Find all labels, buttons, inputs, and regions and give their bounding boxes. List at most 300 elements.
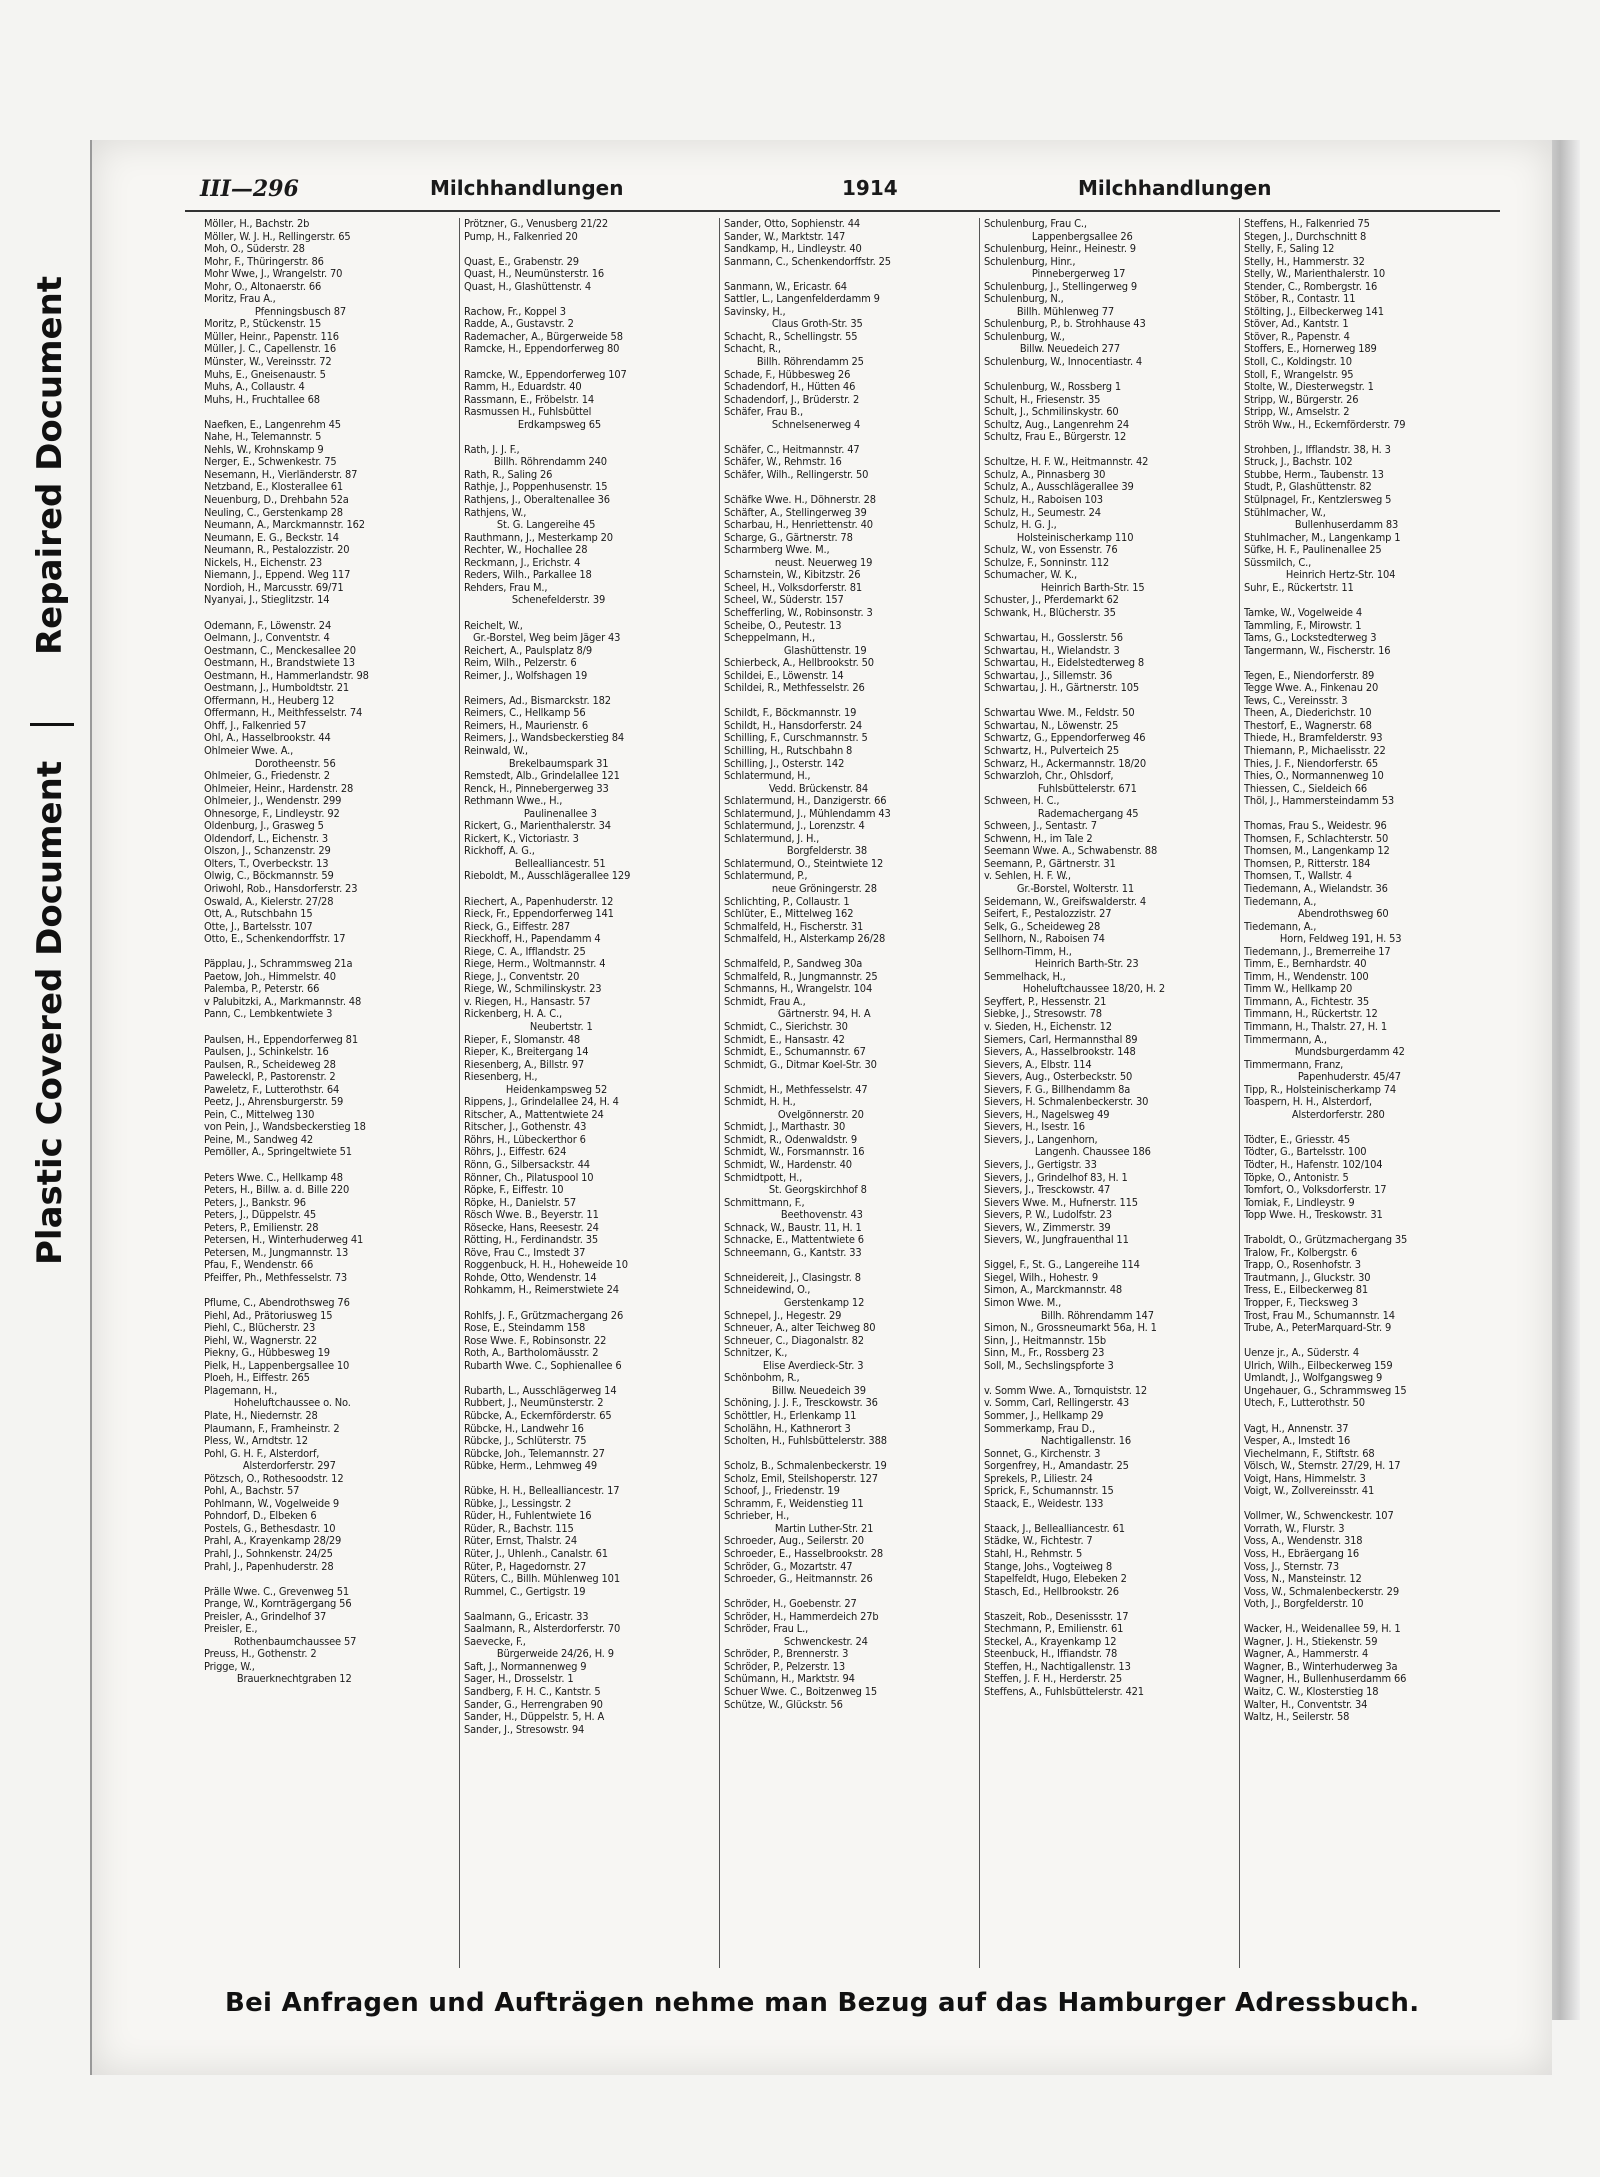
directory-entry: Stapelfeldt, Hugo, Elebeken 2 [984,1573,1127,1586]
directory-entry: Rathjens, W., [464,506,527,519]
directory-entry: Thomsen, M., Langenkamp 12 [1244,845,1390,858]
directory-entry: Paulsen, R., Scheideweg 28 [204,1058,336,1071]
directory-entry: Saevecke, F., [464,1635,526,1648]
directory-entry: Sievers Wwe. M., Hufnerstr. 115 [984,1196,1138,1209]
directory-entry: Heinrich Hertz-Str. 104 [1244,569,1396,582]
directory-entry: Bürgerweide 24/26, H. 9 [464,1648,614,1661]
directory-entry: Staszeit, Rob., Desenissstr. 17 [984,1610,1129,1623]
directory-entry: Sprekels, P., Liliestr. 24 [984,1472,1093,1485]
directory-entry: Schöttler, H., Erlenkamp 11 [724,1409,857,1422]
directory-entry: Seemann Wwe. A., Schwabenstr. 88 [984,845,1158,858]
directory-entry: Prahl, J., Sohnkenstr. 24/25 [204,1547,333,1560]
directory-entry: Rüters, C., Billh. Mühlenweg 101 [464,1573,620,1586]
directory-entry: Sinn, M., Fr., Rossberg 23 [984,1347,1105,1360]
directory-entry: Oelmann, J., Conventstr. 4 [204,632,330,645]
directory-entry: Papenhuderstr. 45/47 [1244,1071,1401,1084]
directory-entry: Heinrich Barth-Str. 15 [984,581,1145,594]
directory-entry: Ritscher, J., Gothenstr. 43 [464,1121,587,1134]
directory-entry: Rösecke, Hans, Reesestr. 24 [464,1221,599,1234]
directory-entry [1244,1222,1496,1235]
directory-entry: Plaumann, F., Framheinstr. 2 [204,1422,340,1435]
directory-entry: Rose, E., Steindamm 158 [464,1322,586,1335]
directory-entry: Olwig, C., Böckmannstr. 59 [204,870,334,883]
directory-entry: Stoffers, E., Hornerweg 189 [1244,343,1377,356]
directory-entry: Schnacke, E., Mattentwiete 6 [724,1234,864,1247]
directory-entry: Schrieber, H., [724,1510,790,1523]
directory-entry: Sandkamp, H., Lindleystr. 40 [724,243,862,256]
directory-entry: Oestmann, J., Humboldtstr. 21 [204,682,350,695]
directory-entry [1244,1121,1496,1134]
directory-entry: Reichert, A., Paulsplatz 8/9 [464,644,593,657]
directory-entry: Stöver, R., Papenstr. 4 [1244,330,1350,343]
directory-entry: Ramcke, W., Eppendorferweg 107 [464,368,627,381]
directory-entry: Schwartau, N., Löwenstr. 25 [984,719,1119,732]
directory-entry: Timm, H., Wendenstr. 100 [1244,970,1369,983]
directory-entry: Piehl, Ad., Prätoriusweg 15 [204,1309,333,1322]
directory-entry: Stelly, F., Saling 12 [1244,243,1335,256]
directory-entry [464,1297,715,1310]
directory-entry: Billh. Röhrendamm 25 [724,356,864,369]
directory-entry: Muhs, H., Fruchtallee 68 [204,393,320,406]
directory-entry: v. Sieden, H., Eichenstr. 12 [984,1021,1112,1033]
directory-entry: Rubbert, J., Neumünsterstr. 2 [464,1397,604,1410]
directory-entry: Rüter, J., Uhlenh., Canalstr. 61 [464,1547,608,1560]
directory-entry: Rönn, G., Silbersackstr. 44 [464,1159,590,1172]
directory-entry: Tomfort, O., Volksdorferstr. 17 [1244,1184,1387,1197]
directory-entry: v. Somm Wwe. A., Tornquiststr. 12 [984,1384,1148,1397]
directory-entry: Scheel, W., Süderstr. 157 [724,594,844,607]
directory-entry: Offermann, H., Heuberg 12 [204,694,335,707]
directory-entry [204,1573,455,1586]
directory-entry: Rathje, J., Poppenhusenstr. 15 [464,481,608,494]
directory-entry: Remstedt, Alb., Grindelallee 121 [464,770,620,783]
running-header [110,176,1490,210]
directory-entry: Topp Wwe. H., Treskowstr. 31 [1244,1209,1383,1222]
directory-entry: Reim, Wilh., Pelzerstr. 6 [464,657,577,670]
directory-entry: Schäfter, A., Stellingerweg 39 [724,506,867,519]
directory-entry: Thiessen, C., Sieldeich 66 [1244,782,1368,795]
directory-entry: Pfau, F., Wendenstr. 66 [204,1259,314,1272]
directory-entry: Sievers, H., Nagelsweg 49 [984,1108,1110,1121]
directory-entry: Rieckhoff, H., Papendamm 4 [464,933,601,946]
directory-entry [204,1284,455,1297]
directory-entry: Ramm, H., Eduardstr. 40 [464,381,582,394]
directory-entry: Schmalfeld, R., Jungmannstr. 25 [724,970,878,983]
directory-entry: Selk, G., Scheideweg 28 [984,920,1101,933]
directory-entry: Preuss, H., Gothenstr. 2 [204,1648,317,1661]
directory-entry: Trapp, O., Rosenhofstr. 3 [1244,1259,1361,1272]
directory-entry: Tralow, Fr., Kolbergstr. 6 [1244,1246,1358,1259]
directory-entry [464,883,715,896]
directory-entry: Schmalfeld, H., Alsterkamp 26/28 [724,933,886,946]
directory-entry: Schilling, F., Curschmannstr. 5 [724,732,868,745]
directory-entry: Schoof, J., Friedenstr. 19 [724,1485,840,1498]
directory-entry: Stelly, H., Hammerstr. 32 [1244,255,1365,268]
directory-entry: Rieck, G., Eiffestr. 287 [464,920,570,933]
directory-entry: Rieper, K., Breitergang 14 [464,1046,589,1059]
directory-entry: Staack, E., Weidestr. 133 [984,1497,1104,1510]
directory-entry: Siemers, Carl, Hermannsthal 89 [984,1033,1138,1046]
directory-entry: Odemann, F., Löwenstr. 24 [204,619,332,632]
directory-entry [1244,657,1496,670]
directory-entry: Sander, H., Düppelstr. 5, H. A [464,1711,605,1724]
directory-entry: Schlatermund, P., [724,870,808,883]
directory-entry: Seifert, F., Pestalozzistr. 27 [984,908,1112,921]
directory-entry: Billh. Röhrendamm 147 [984,1309,1154,1322]
directory-entry: Tiedemann, A., [1244,920,1317,933]
directory-entry [204,1159,455,1172]
directory-entry: Tödter, G., Bartelsstr. 100 [1244,1146,1367,1159]
directory-entry: Schneidereit, J., Clasingstr. 8 [724,1271,861,1284]
directory-entry: Rüder, R., Bachstr. 115 [464,1522,574,1535]
directory-entry: Schneidewind, O., [724,1284,811,1297]
directory-entry: St. G. Langereihe 45 [464,519,596,532]
directory-entry: Schulenburg, Hinr., [984,255,1076,268]
page-number: III—296 [200,176,299,202]
header-right-title: Milchhandlungen [1078,176,1272,200]
directory-entry: Theen, A., Diederichstr. 10 [1244,707,1372,720]
directory-columns [200,218,1500,1968]
directory-entry: Thomas, Frau S., Weidestr. 96 [1244,820,1387,833]
directory-entry: Sievers, J., Gertigstr. 33 [984,1159,1097,1172]
directory-entry: Schildt, H., Hansdorferstr. 24 [724,719,863,732]
directory-entry: Neubertstr. 1 [464,1021,593,1033]
directory-entry: Rieck, Fr., Eppendorferweg 141 [464,908,614,921]
directory-entry: Seidemann, W., Greifswalderstr. 4 [984,895,1147,908]
directory-entry: Schmidt, R., Odenwaldstr. 9 [724,1133,857,1146]
directory-entry: Rechter, W., Hochallee 28 [464,544,588,557]
directory-entry: Scheppelmann, H., [724,632,816,645]
directory-entry: Piehl, W., Wagnerstr. 22 [204,1334,318,1347]
directory-entry: Reimers, C., Hellkamp 56 [464,707,586,720]
directory-entry: Tegge Wwe. A., Finkenau 20 [1244,682,1379,695]
directory-entry: Schnepel, J., Hegestr. 29 [724,1309,842,1322]
directory-entry: Quast, H., Glashüttenstr. 4 [464,280,592,293]
directory-entry: Schneuer, C., Diagonalstr. 82 [724,1334,864,1347]
directory-entry: Heidenkampsweg 52 [464,1083,608,1096]
directory-entry: Prigge, W., [204,1660,255,1673]
directory-entry: Prälle Wwe. C., Grevenweg 51 [204,1585,350,1598]
directory-entry: Schuer Wwe. C., Boitzenweg 15 [724,1685,878,1698]
directory-entry: Schulenburg, N., [984,293,1064,306]
directory-entry: Peters Wwe. C., Hellkamp 48 [204,1171,343,1184]
directory-entry: Stuhlmacher, M., Langenkamp 1 [1244,531,1401,544]
directory-entry: Paulsen, J., Schinkelstr. 16 [204,1046,329,1059]
directory-entry: Peetz, J., Ahrensburgerstr. 59 [204,1096,344,1109]
directory-entry: Rickhoff, A. G., [464,845,535,858]
directory-entry: Pemöller, A., Springeltwiete 51 [204,1146,352,1159]
directory-entry: Rohde, Otto, Wendenstr. 14 [464,1271,597,1284]
directory-entry: Rath, J. J. F., [464,443,520,456]
directory-entry: Siebke, J., Stresowstr. 78 [984,1008,1102,1021]
directory-entry: Savinsky, H., [724,305,786,318]
directory-entry: Wagner, J. H., Stiekenstr. 59 [1244,1635,1378,1648]
directory-entry: Schmidt, J., Marthastr. 30 [724,1121,846,1134]
directory-entry: Stelly, W., Marienthalerstr. 10 [1244,268,1386,281]
directory-entry: Röhrs, J., Eiffestr. 624 [464,1146,567,1159]
directory-entry: Nahe, H., Telemannstr. 5 [204,431,322,444]
directory-entry: Stoll, C., Koldingstr. 10 [1244,356,1352,369]
directory-entry: Schildt, F., Böckmannstr. 19 [724,707,857,720]
directory-entry: Alsterdorferstr. 297 [204,1460,336,1473]
directory-entry: Rauthmann, J., Mesterkamp 20 [464,531,613,544]
directory-entry: Riege, C. A., Ifflandstr. 25 [464,945,586,958]
directory-entry: Schuster, J., Pferdemarkt 62 [984,594,1119,607]
directory-entry: Timm, E., Bernhardstr. 40 [1244,958,1367,971]
directory-entry: Moritz, Frau A., [204,293,276,306]
directory-entry: Paweletz, F., Lutterothstr. 64 [204,1083,340,1096]
directory-entry: Paweleckl, P., Pastorenstr. 2 [204,1071,336,1084]
directory-entry: Rüder, H., Fuhlentwiete 16 [464,1510,592,1523]
directory-entry: Schmittmann, F., [724,1196,805,1209]
directory-entry: Rasmussen H., Fuhlsbüttel [464,406,592,419]
header-rule [185,210,1500,212]
directory-entry: Dorotheenstr. 56 [204,757,336,770]
directory-entry: Tams, G., Lockstedterweg 3 [1244,632,1377,645]
directory-entry: Ulrich, Wilh., Eilbeckerweg 159 [1244,1359,1393,1372]
directory-entry: Pfenningsbusch 87 [204,305,347,318]
directory-entry: Rummel, C., Gertigstr. 19 [464,1585,586,1598]
directory-entry: Walter, H., Conventstr. 34 [1244,1698,1368,1711]
directory-entry: Schilling, J., Osterstr. 142 [724,757,845,770]
directory-entry: Oriwohl, Rob., Hansdorferstr. 23 [204,882,358,895]
directory-entry: Stasch, Ed., Hellbrookstr. 26 [984,1585,1119,1598]
directory-entry: Sievers, J., Grindelhof 83, H. 1 [984,1171,1128,1184]
directory-entry: v. Somm, Carl, Rellingerstr. 43 [984,1397,1130,1410]
directory-entry: Abendrothsweg 60 [1244,908,1389,921]
directory-entry: Schwartau, H., Eidelstedterweg 8 [984,657,1145,670]
directory-entry: Rohlfs, J. F., Grützmachergang 26 [464,1309,624,1322]
directory-entry: Schumacher, W. K., [984,569,1078,582]
directory-entry: Riege, W., Schmilinskystr. 23 [464,983,602,996]
directory-entry: Stolte, W., Diesterwegstr. 1 [1244,381,1374,394]
directory-entry: Utech, F., Lutterothstr. 50 [1244,1397,1365,1410]
directory-entry [464,682,715,695]
directory-entry: Reimers, J., Wandsbeckerstieg 84 [464,732,625,745]
directory-entry: Möller, W. J. H., Rellingerstr. 65 [204,230,351,243]
directory-entry: Sellhorn-Timm, H., [984,945,1072,958]
directory-entry: Müller, Heinr., Papenstr. 116 [204,330,339,343]
directory-entry: Reichelt, W., [464,619,523,632]
directory-entry [1244,1498,1496,1511]
directory-entry: Stöver, Ad., Kantstr. 1 [1244,318,1349,331]
directory-entry: Stechmann, P., Emilienstr. 61 [984,1623,1124,1636]
directory-entry: Schwartz, G., Eppendorferweg 46 [984,732,1146,745]
directory-entry [464,607,715,620]
directory-entry: Voigt, W., Zollvereinsstr. 41 [1244,1485,1375,1498]
directory-entry: Prötzner, G., Venusberg 21/22 [464,218,609,230]
directory-entry: Studt, P., Glashüttenstr. 82 [1244,481,1372,494]
directory-entry: Voss, J., Sternstr. 73 [1244,1560,1339,1573]
directory-entry: Rieper, F., Slomanstr. 48 [464,1033,581,1046]
directory-entry: Schulenburg, W., Innocentiastr. 4 [984,356,1143,369]
directory-entry: Ott, A., Rutschbahn 15 [204,908,313,921]
directory-entry: Langenh. Chaussee 186 [984,1146,1151,1159]
directory-entry [204,406,455,419]
directory-entry [1244,594,1496,607]
directory-entry [464,243,715,256]
directory-entry: Pötzsch, O., Rothesoodstr. 12 [204,1472,344,1485]
directory-entry: Schultze, H. F. W., Heitmannstr. 42 [984,456,1149,469]
directory-entry: Reimers, H., Maurienstr. 6 [464,719,588,732]
directory-entry: Schwartau, J., Sillemstr. 36 [984,669,1113,682]
directory-entry: Schäfer, Wilh., Rellingerstr. 50 [724,468,869,481]
directory-entry: Peters, H., Billw. a. d. Bille 220 [204,1184,350,1197]
directory-entry: Rubarth Wwe. C., Sophienallee 6 [464,1359,622,1372]
directory-entry: Prahl, J., Papenhuderstr. 28 [204,1560,334,1573]
directory-entry: Sander, Otto, Sophienstr. 44 [724,218,861,230]
directory-entry: Scharmberg Wwe. M., [724,544,830,557]
directory-entry: Bullenhuserdamm 83 [1244,519,1399,532]
directory-entry: Simon, A., Marckmannstr. 48 [984,1284,1123,1297]
directory-entry: Beethovenstr. 43 [724,1209,863,1222]
directory-entry: Piehl, C., Blücherstr. 23 [204,1322,316,1335]
directory-entry [724,946,975,959]
directory-entry: Riesenberg, A., Billstr. 97 [464,1058,585,1071]
directory-entry: Sandberg, F. H. C., Kantstr. 5 [464,1685,601,1698]
directory-entry: Tiedemann, J., Bremerreihe 17 [1244,945,1391,958]
directory-entry: Päpplau, J., Schrammsweg 21a [204,958,353,971]
directory-entry: Vollmer, W., Schwenckestr. 107 [1244,1510,1394,1523]
directory-entry: Rehders, Frau M., [464,581,548,594]
directory-entry: Stöber, R., Contastr. 11 [1244,293,1356,306]
directory-column-3 [720,218,980,1968]
directory-entry [984,1372,1235,1385]
directory-entry: Reckmann, J., Erichstr. 4 [464,556,581,569]
directory-entry: Rüter, Ernst, Thalstr. 24 [464,1535,578,1548]
directory-entry: Schlatermund, J. H., [724,832,820,845]
directory-entry: Schramm, F., Weidenstieg 11 [724,1497,864,1510]
directory-entry: Ohff, J., Falkenried 57 [204,719,307,732]
directory-entry: Stoll, F., Wrangelstr. 95 [1244,368,1354,381]
directory-entry [724,1586,975,1599]
directory-entry: Schlichting, P., Collaustr. 1 [724,895,850,908]
directory-entry: Rüter, P., Hagedornstr. 27 [464,1560,587,1573]
directory-entry: Schulenburg, Heinr., Heinestr. 9 [984,243,1136,256]
directory-entry: Scholten, H., Fuhlsbüttelerstr. 388 [724,1435,887,1448]
directory-entry: Oswald, A., Kielerstr. 27/28 [204,895,334,908]
directory-entry: Schröder, G., Mozartstr. 47 [724,1560,853,1573]
directory-entry: Schneuer, A., alter Teichweg 80 [724,1322,876,1335]
directory-entry: Sellhorn, N., Raboisen 74 [984,933,1105,946]
directory-entry: Schwarzloh, Chr., Ohlsdorf, [984,770,1114,783]
directory-entry: neust. Neuerweg 19 [724,556,873,569]
directory-entry: Thomsen, F., Schlachterstr. 50 [1244,832,1389,845]
directory-entry: Stülpnagel, Fr., Kentzlersweg 5 [1244,494,1392,507]
directory-entry: Neuenburg, D., Drehbahn 52a [204,494,349,507]
directory-entry: Rassmann, E., Fröbelstr. 14 [464,393,595,406]
directory-entry: Plagemann, H., [204,1384,278,1397]
directory-entry: Thomsen, T., Wallstr. 4 [1244,870,1352,883]
directory-entry: Claus Groth-Str. 35 [724,318,863,331]
directory-entry: Thestorf, E., Wagnerstr. 68 [1244,719,1372,732]
directory-entry: Rötting, H., Ferdinandstr. 35 [464,1234,599,1247]
directory-entry: Sander, G., Herrengraben 90 [464,1698,603,1711]
directory-entry: Muhs, E., Gneisenaustr. 5 [204,368,326,381]
plastic-covered-document-label: Plastic Covered Document [30,760,70,1265]
directory-entry: Schmidt, C., Sierichstr. 30 [724,1021,848,1033]
directory-entry: Neumann, R., Pestalozzistr. 20 [204,544,350,557]
directory-entry: Thiemann, P., Michaelisstr. 22 [1244,744,1386,757]
directory-entry: Nachtigallenstr. 16 [984,1435,1131,1448]
directory-entry: Sievers, J., Tresckowstr. 47 [984,1184,1111,1197]
directory-entry: Schildei, E., Löwenstr. 14 [724,669,844,682]
directory-entry: Billw. Neuedeich 39 [724,1384,866,1397]
directory-entry: Röpke, F., Eiffestr. 10 [464,1184,564,1197]
directory-entry: Stubbe, Herm., Taubenstr. 13 [1244,468,1384,481]
directory-entry: Sievers, Aug., Osterbeckstr. 50 [984,1071,1133,1084]
directory-entry: Schwartau, J. H., Gärtnerstr. 105 [984,682,1140,695]
directory-entry: Otte, J., Bartelsstr. 107 [204,920,313,933]
directory-entry: Sommerkamp, Frau D., [984,1422,1095,1435]
directory-entry: Schlatermund, H., [724,770,811,783]
directory-entry: Schlatermund, J., Mühlendamm 43 [724,807,891,820]
directory-entry: Sanmann, W., Ericastr. 64 [724,280,847,293]
directory-entry: Schulenburg, Frau C., [984,218,1087,230]
directory-entry: Städke, W., Fichtestr. 7 [984,1535,1093,1548]
directory-entry: Waitz, C. W., Klosterstieg 18 [1244,1685,1379,1698]
directory-entry: Nerger, E., Schwenkestr. 75 [204,456,337,469]
directory-entry: Paulinenallee 3 [464,807,597,820]
directory-entry: Soll, M., Sechslingspforte 3 [984,1359,1114,1372]
directory-entry: Schmidt, G., Ditmar Koel-Str. 30 [724,1058,877,1071]
directory-entry: Holsteinischerkamp 110 [984,531,1134,544]
directory-entry: Schlatermund, H., Danzigerstr. 66 [724,795,887,808]
directory-entry: Wacker, H., Weidenallee 59, H. 1 [1244,1623,1401,1636]
directory-entry: Schade, F., Hübbesweg 26 [724,368,851,381]
header-left-title: Milchhandlungen [430,176,624,200]
directory-entry: Strohben, J., Ifflandstr. 38, H. 3 [1244,443,1391,456]
directory-entry: Schultz, Frau E., Bürgerstr. 12 [984,431,1127,444]
directory-entry [464,1372,715,1385]
directory-entry [204,1021,455,1034]
directory-entry: Steckel, A., Krayenkamp 12 [984,1635,1117,1648]
directory-entry: Schümann, H., Marktstr. 94 [724,1673,855,1686]
directory-entry [1244,431,1496,444]
directory-entry: Gr.-Borstel, Weg beim Jäger 43 [464,632,621,645]
directory-entry: Steenbuck, H., Iffiandstr. 78 [984,1648,1118,1661]
directory-entry: Alsterdorferstr. 280 [1244,1108,1385,1121]
directory-entry: Schulenburg, W., Rossberg 1 [984,381,1122,394]
directory-entry: Schmidt, Frau A., [724,995,806,1008]
directory-entry [984,1598,1235,1611]
directory-entry: Seemann, P., Gärtnerstr. 31 [984,857,1116,870]
directory-entry: Schäfer, C., Heitmannstr. 47 [724,443,860,456]
directory-entry: Tangermann, W., Fischerstr. 16 [1244,644,1391,657]
directory-entry: Uenze jr., A., Süderstr. 4 [1244,1347,1360,1360]
directory-entry: Pinnebergerweg 17 [984,268,1126,281]
directory-entry: Süfke, H. F., Paulinenallee 25 [1244,544,1382,557]
directory-entry: Scheel, H., Volksdorferstr. 81 [724,581,863,594]
directory-entry: Ohlmeier, G., Friedenstr. 2 [204,770,330,783]
directory-entry: Wagner, A., Hammerstr. 4 [1244,1648,1369,1661]
directory-entry: Schneemann, G., Kantstr. 33 [724,1246,862,1259]
directory-entry: Horn, Feldweg 191, H. 53 [1244,933,1402,946]
directory-entry: Hoheluftchaussee 18/20, H. 2 [984,983,1166,996]
directory-entry: Rothenbaumchaussee 57 [204,1635,357,1648]
directory-entry: Scholz, B., Schmalenbeckerstr. 19 [724,1460,887,1473]
directory-entry: Ritscher, A., Mattentwiete 24 [464,1108,604,1121]
directory-entry: Scharge, G., Gärtnerstr. 78 [724,531,853,544]
directory-entry: Neumann, A., Marckmannstr. 162 [204,519,365,532]
directory-entry: Möller, H., Bachstr. 2b [204,218,310,230]
directory-entry: Schroeder, Aug., Seilerstr. 20 [724,1535,864,1548]
directory-entry: Schween, J., Sentastr. 7 [984,820,1097,833]
directory-entry: Pump, H., Falkenried 20 [464,230,578,243]
directory-entry: Pohl, A., Bachstr. 57 [204,1485,300,1498]
directory-entry: Rübcke, H., Landwehr 16 [464,1422,584,1435]
directory-entry: Ramcke, H., Eppendorferweg 80 [464,343,620,356]
